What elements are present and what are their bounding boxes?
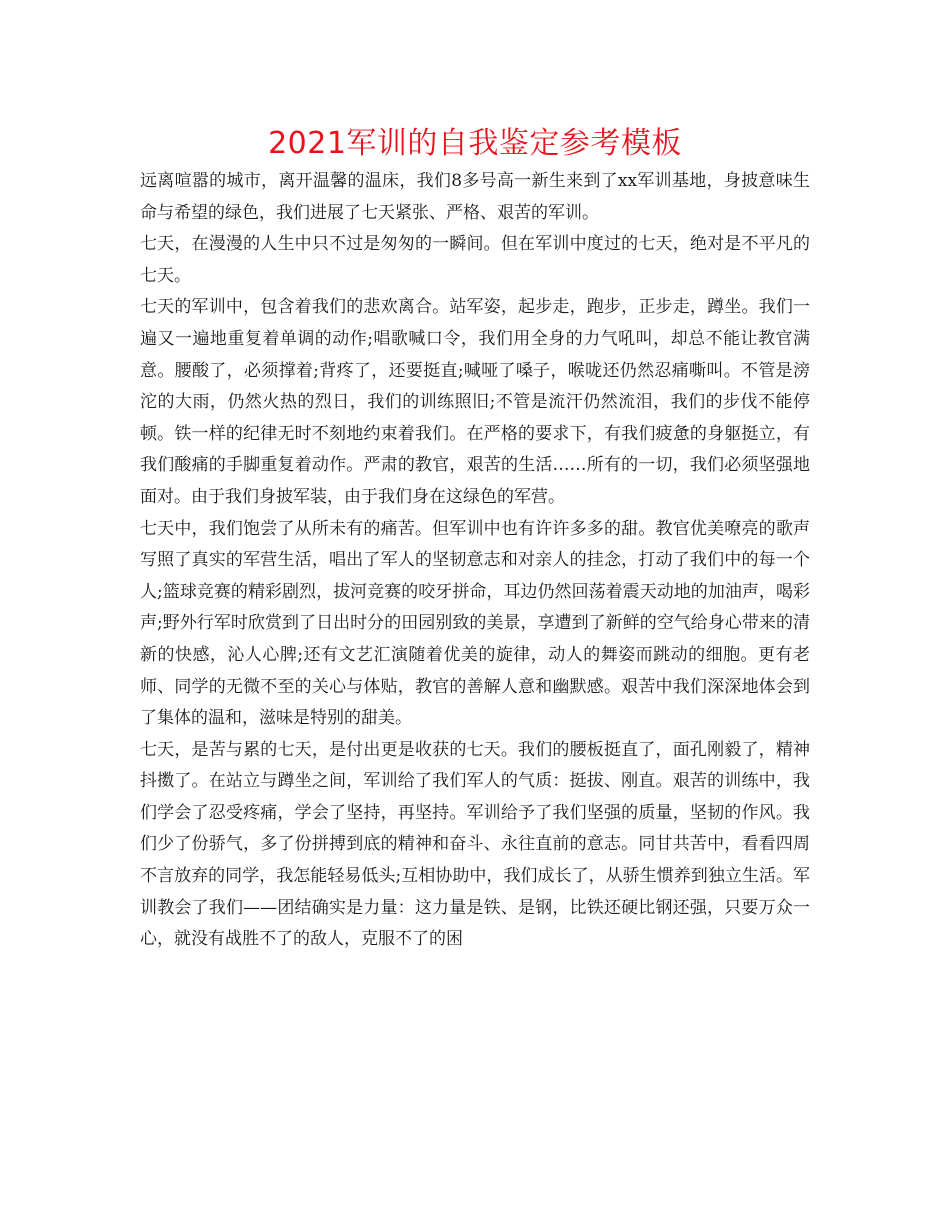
paragraph-5: 七天，是苦与累的七天，是付出更是收获的七天。我们的腰板挺直了，面孔刚毅了，精神抖擞了。在站立与蹲坐之间，军训给了我们军人的气质：挺拔、刚直。艰苦的训练中，我们学会了忍受疼痛，学会了坚持，再坚持。军训给予了我们坚强的质量，坚韧的作风。我们少了份骄气，多了份拼搏到底的精神和奋斗、永往直前的意志。同甘共苦中，看看四周不言放弃的同学，我怎能轻易低头;互相协助中，我们成长了，从骄生惯养到独立生活。军训教会了我们——团结确实是力量：这力量是铁、是钢，比铁还硬比钢还强，只要万众一心，就没有战胜不了的敌人，克服不了的困 [140,739,810,950]
paragraph-4: 七天中，我们饱尝了从所未有的痛苦。但军训中也有许许多多的甜。教官优美嘹亮的歌声写照了真实的军营生活，唱出了军人的坚韧意志和对亲人的挂念，打动了我们中的每一个人;篮球竞赛的精彩剧烈，拔河竞赛的咬牙拼命，耳边仍然回荡着震天动地的加油声，喝彩声;野外行军时欣赏到了日出时分的田园别致的美景，享遭到了新鲜的空气给身心带来的清新的快感，沁人心脾;还有文艺汇演随着优美的旋律，动人的舞姿而跳动的细胞。更有老师、同学的无微不至的关心与体贴，教官的善解人意和幽默感。艰苦中我们深深地体会到了集体的温和，滋味是特别的甜美。 [140,518,810,729]
document-title: 2021军训的自我鉴定参考模板 [268,126,682,161]
paragraph-2: 七天，在漫漫的人生中只不过是匆匆的一瞬间。但在军训中度过的七天，绝对是不平凡的七天。 [140,234,810,286]
paragraph-3: 七天的军训中，包含着我们的悲欢离合。站军姿，起步走，跑步，正步走，蹲坐。我们一遍又一遍地重复着单调的动作;唱歌喊口令，我们用全身的力气吼叫，却总不能让教官满意。腰酸了，必须撑着;背疼了，还要挺直;喊哑了嗓子，喉咙还仍然忍痛嘶叫。不管是滂沱的大雨，仍然火热的烈日，我们的训练照旧;不管是流汗仍然流泪，我们的步伐不能停顿。铁一样的纪律无时不刻地约束着我们。在严格的要求下，有我们疲惫的身躯挺立，有我们酸痛的手脚重复着动作。严肃的教官，艰苦的生活……所有的一切，我们必须坚强地面对。由于我们身披军装，由于我们身在这绿色的军营。 [140,297,810,507]
document-body [140,166,810,956]
paragraph-1: 远离喧嚣的城市，离开温馨的温床，我们8多号高一新生来到了xx军训基地，身披意味生命与希望的绿色，我们进展了七天紧张、严格、艰苦的军训。 [140,171,810,223]
